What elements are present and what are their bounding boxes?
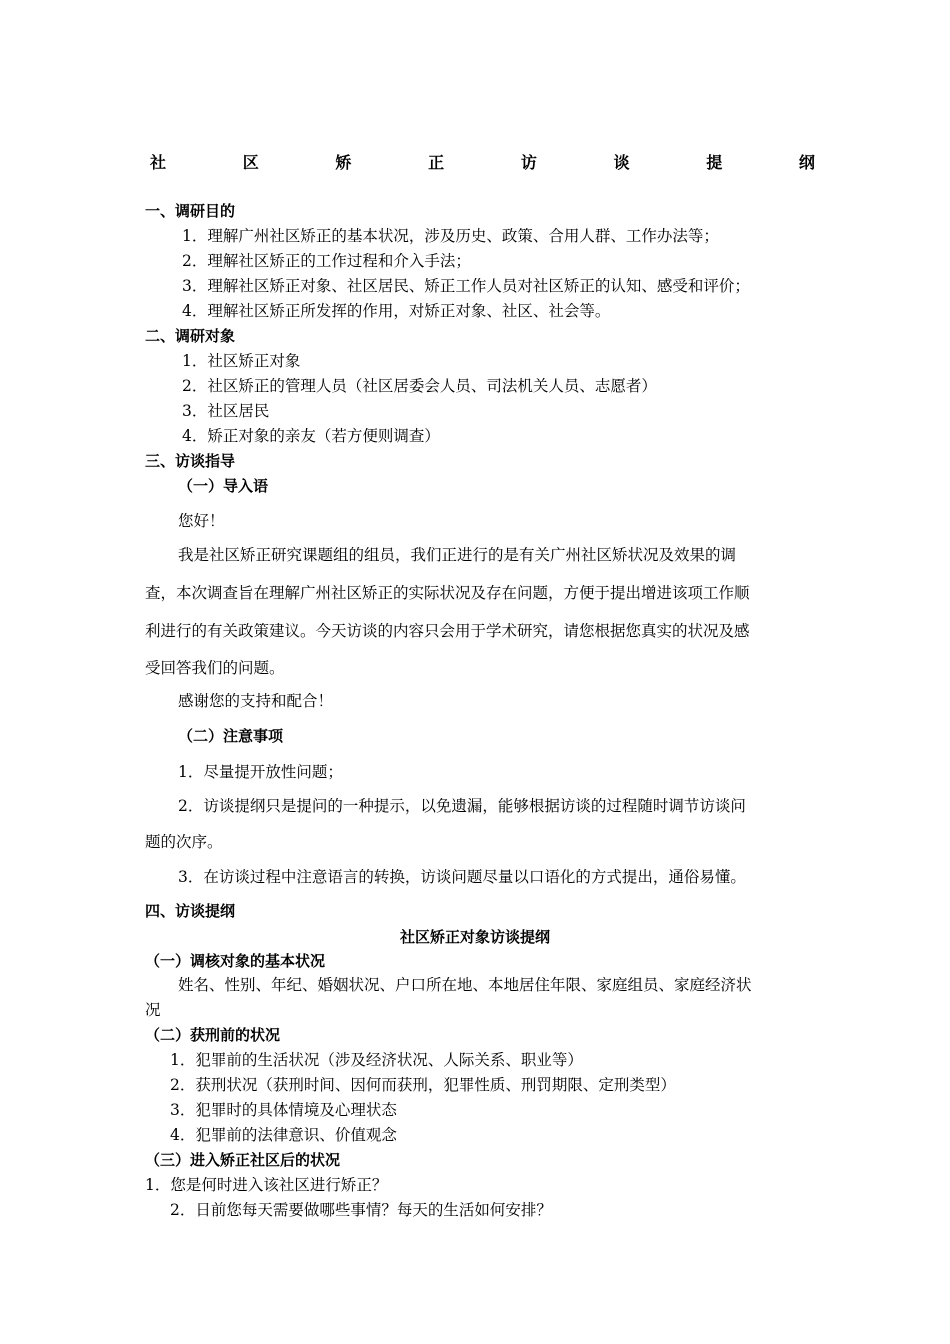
paragraph-line: 姓名、性别、年纪、婚姻状况、户口所在地、本地居住年限、家庭组员、家庭经济状 (178, 976, 752, 994)
subheading-intro: （一）导入语 (178, 477, 269, 495)
list-item: 3．犯罪时的具体情境及心理状态 (170, 1101, 397, 1119)
section-heading-outline: 四、访谈提纲 (145, 902, 236, 920)
subheading-notes: （二）注意事项 (178, 727, 284, 745)
subheading-basic-info: （一）调核对象的基本状况 (145, 952, 326, 970)
paragraph-line: 况 (145, 1001, 161, 1019)
note-item: 题的次序。 (145, 833, 223, 851)
list-item: 2．社区矫正的管理人员（社区居委会人员、司法机关人员、志愿者） (182, 377, 657, 395)
section-heading-purpose: 一、调研目的 (145, 202, 236, 220)
note-item: 2．访谈提纲只是提问的一种提示，以免遗漏，能够根据访谈的过程随时调节访谈问 (178, 797, 746, 815)
section-heading-guidance: 三、访谈指导 (145, 452, 236, 470)
list-item: 1．犯罪前的生活状况（涉及经济状况、人际关系、职业等） (170, 1051, 583, 1069)
thanks-text: 感谢您的支持和配合！ (178, 692, 334, 710)
list-item: 3．理解社区矫正对象、社区居民、矫正工作人员对社区矫正的认知、感受和评价； (182, 277, 750, 295)
title-char: 正 (428, 153, 445, 172)
list-item: 1．社区矫正对象 (182, 352, 301, 370)
note-item: 3．在访谈过程中注意语言的转换，访谈问题尽量以口语化的方式提出，通俗易懂。 (178, 868, 746, 886)
list-item: 4．矫正对象的亲友（若方便则调查） (182, 427, 440, 445)
paragraph-line: 受回答我们的问题。 (145, 659, 285, 677)
title-char: 谈 (613, 153, 630, 172)
list-item: 2．日前您每天需要做哪些事情？每天的生活如何安排？ (170, 1201, 552, 1219)
title-char: 访 (520, 153, 537, 172)
paragraph-line: 查，本次调查旨在理解广州社区矫正的实际状况及存在问题，方便于提出增进该项工作顺 (145, 584, 750, 602)
section-heading-subjects: 二、调研对象 (145, 327, 236, 345)
greeting: 您好！ (178, 512, 225, 530)
list-item: 3．社区居民 (182, 402, 270, 420)
list-item: 2．理解社区矫正的工作过程和介入手法； (182, 252, 471, 270)
list-item: 2．获刑状况（获刑时间、因何而获刑，犯罪性质、刑罚期限、定刑类型） (170, 1076, 676, 1094)
title-char: 区 (242, 153, 259, 172)
subheading-before-sentence: （二）获刑前的状况 (145, 1026, 281, 1044)
list-item: 4．犯罪前的法律意识、价值观念 (170, 1126, 397, 1144)
title-char: 提 (706, 153, 723, 172)
paragraph-line: 利进行的有关政策建议。今天访谈的内容只会用于学术研究，请您根据您真实的状况及感 (145, 622, 750, 640)
outline-subtitle: 社区矫正对象访谈提纲 (399, 928, 550, 946)
paragraph-line: 我是社区矫正研究课题组的组员，我们正进行的是有关广州社区矫状况及效果的调 (178, 546, 737, 564)
title-char: 纲 (798, 153, 815, 172)
title-char: 社 (150, 153, 167, 172)
list-item: 4．理解社区矫正所发挥的作用，对矫正对象、社区、社会等。 (182, 302, 611, 320)
note-item: 1．尽量提开放性问题； (178, 763, 343, 781)
subheading-after-entry: （三）进入矫正社区后的状况 (145, 1151, 341, 1169)
document-title (150, 150, 815, 176)
list-item: 1．您是何时进入该社区进行矫正？ (145, 1176, 388, 1194)
list-item: 1．理解广州社区矫正的基本状况，涉及历史、政策、合用人群、工作办法等； (182, 227, 719, 245)
title-char: 矫 (335, 153, 352, 172)
